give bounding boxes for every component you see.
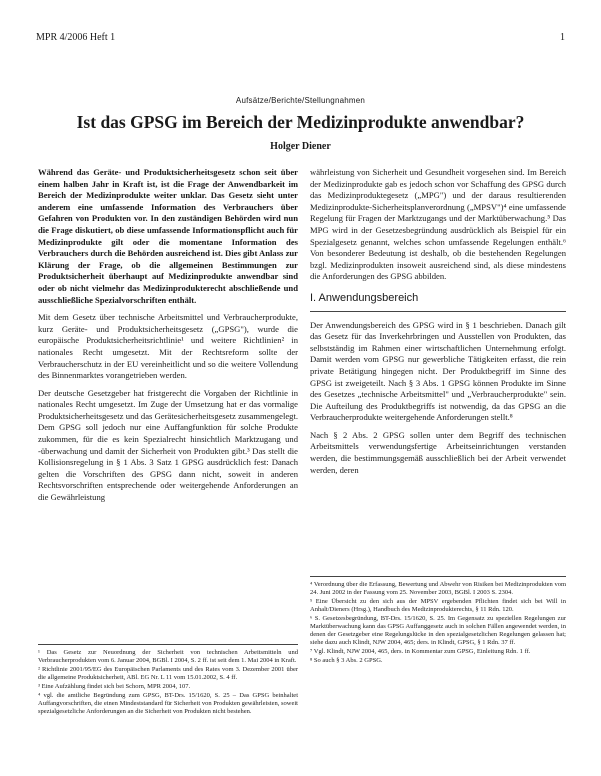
article-title: Ist das GPSG im Bereich der Medizinprodukte anwendbar? [76,112,525,132]
body-paragraph: Der Anwendungsbereich des GPSG wird in § 1 beschrieben. Danach gilt das Gesetz für das Inverkehrbringen und Ausstellen von Produkten, das selbstständig im Rahmen einer wirtschaftlichen Unternehmung erfolgt. Damit werden vom GPSG nur gewerbliche Tätigkeiten erfasst, die rein private Betätigung hingegen nicht. Der Produktbegriff im Sinne des GPSG ist zweigeteilt. Nach § 3 Abs. 1 GPSG können Produkte im Sinne des Gesetzes „technische Arbeitsmittel" und „Verbraucherprodukte" sein. Die Aufteilung des Produktbegriffs ist notwendig, da das GPSG an die Verbraucherprodukte weitergehende Anforderungen stellt.⁸ [310,319,566,423]
body-paragraph: Nach § 2 Abs. 2 GPSG sollen unter dem Begriff des technischen Arbeitsmittels verwendungsfertige Arbeitseinrichtungen verstanden werden, die bestimmungsgemäß ausschließlich bei der Arbeit verwendet werden, deren [310,429,566,475]
running-header [36,32,565,46]
body-paragraph: Mit dem Gesetz über technische Arbeitsmittel und Verbraucherprodukte, kurz Geräte- und Produktsicherheitsgesetz („GPSG"), wurde die europäische Produktsicherheitsrichtlinie¹ und weitere Richtlinien² in nationales Recht umgesetzt. Mit der Rechtsreform sollte der Verbraucherschutz in der EU vereinheitlicht und so die weitere Vollendung des Binnenmarktes vorangetrieben werden. [38,312,298,381]
footnote: ² Richtlinie 2001/95/EG des Europäischen Parlaments und des Rates vom 3. Dezember 2001 über die allgemeine Produktsicherheit, ABl. EG Nr. L 11 vom 15.01.2002, S. 4 ff. [38,666,298,681]
section-tag: Aufsätze/Berichte/Stellungnahmen [235,96,366,105]
footnote: ⁸ So auch § 3 Abs. 2 GPSG. [310,657,383,664]
footnotes-right [310,576,566,771]
footnote: ⁴ Verordnung über die Erfassung, Bewertung und Abwehr von Risiken bei Medizinprodukten vom 24. Juni 2002 in der Fassung vom 25. November 2003, BGBl. I 2003 S. 2304. [310,581,566,596]
footnote: ⁶ S. Gesetzesbegründung, BT-Drs. 15/1620, S. 25. Im Gegensatz zu speziellen Regelungen zur Marktüberwachung kann das GPSG Auffanggesetz auch in solchen Fällen angewendet werden, in denen der Gesetzgeber eine Regelungslücke in den spezialgesetzlichen Regelungen gelassen hat; siehe dazu auch Klindt, NJW 2004, 465; ders. in Klindt, GPSG, § 1 Rdn. 37 ff. [310,615,566,646]
footnote: ⁴ vgl. die amtliche Begründung zum GPSG, BT-Drs. 15/1620, S. 25 – Das GPSG beinhaltet Auffangvorschriften, die einen Mindeststandard für Sicherheit von Produkten gewährleisten, soweit spezialgesetzliche Anforderungen an die Sicherheit von Produkten nicht bestehen. [38,692,298,715]
body-paragraph: Der deutsche Gesetzgeber hat fristgerecht die Vorgaben der Richtlinie in nationales Recht umgesetzt. Im Zuge der Umsetzung hat er das vormalige Produktsicherheitsgesetz und das Gerätesicherheitsgesetz zusammengelegt. Dem GPSG soll jedoch nur eine Auffangfunktion für solche Produkte zukommen, für die es kein Spezialrecht hinsichtlich Marktzugang und -überwachung und damit der Sicherheit von Produkten gibt.³ Das stellt die Kollisionsregelung in § 1 Abs. 3 Satz 1 GPSG ausdrücklich fest: Danach gelten die Vorschriften des GPSG dann nicht, soweit in anderen Rechtsvorschriften entsprechende oder weitergehende Anforderungen an die Gewährleistung [38,387,298,503]
body-paragraph: währleistung von Sicherheit und Gesundheit vorgesehen sind. Im Bereich der Medizinprodukte gab es jedoch schon vor Schaffung des GPSG durch das Medizinproduktegesetz („MPG") und der daraus resultierenden Medizinprodukte-Sicherheitsplanverordnung („MPSV")⁴ eine umfassende Regelung für Fragen der Marktzugangs und der Marktüberwachung.⁵ Das MPG wird in der Gesetzesbegründung ausdrücklich als Beispiel für ein Spezialgesetz genannt, welches schon umfassende Regelungen enthält.⁶ Von besonderer Bedeutung ist deshalb, ob die bestehenden Regelungen bzgl. Medizinprodukten insoweit ausreichend sind, als diese mindestens die Anforderungen des GPSG abbilden. [310,167,566,282]
abstract: Während das Geräte- und Produktsicherheitsgesetz schon seit über einem halben Jahr in Kraft ist, ist die Frage der Anwendbarkeit im Bereich der Medizinprodukte weiter unklar. Das Gesetz sieht unter anderem eine umfassende Information des Verbrauchers über Gefahren von Produkten vor. In den zuständigen Behörden wird nun die Frage diskutiert, ob diese umfassende Informationspflicht auch für Medizinprodukte gilt oder die momentane Information des Verbrauchers durch die Behörden ausreichend ist. Dies gibt Anlass zur Klärung der Frage, ob die allgemeinen Bestimmungen zur Produktsicherheit überhaupt auf Medizinprodukte anwendbar sind oder ob nicht vielmehr das Medizinprodukterecht abschließende und ausschließliche Spezialvorschriften enthält. [38,167,298,305]
footnote: ¹ Das Gesetz zur Neuordnung der Sicherheit von technischen Arbeitsmitteln und Verbraucherprodukten vom 6. Januar 2004, BGBl. I 2004, S. 2 ff. ist seit dem 1. Mai 2004 in Kraft. [38,649,298,664]
journal-reference: MPR 4/2006 Heft 1 [36,32,116,43]
left-column [38,167,298,637]
footnote: ³ Eine Aufzählung findet sich bei Schorn, MPR 2004, 107. [38,683,191,690]
author-name: Holger Diener [270,141,331,152]
page-number: 1 [560,32,565,43]
right-column [310,167,566,637]
footnote: ⁵ Eine Übersicht zu den sich aus der MPSV ergebenden Pflichten findet sich bei Will in Anhalt/Dieners (Hrsg.), Handbuch des Medizinprodukterechts, § 11 Rdn. 120. [310,598,566,613]
footnote: ⁷ Vgl. Klindt, NJW 2004, 465, ders. in Kommentar zum GPSG, Einleitung Rdn. 1 ff. [310,648,531,655]
section-heading: I. Anwendungsbereich [310,293,566,312]
footnotes-left [38,644,298,769]
